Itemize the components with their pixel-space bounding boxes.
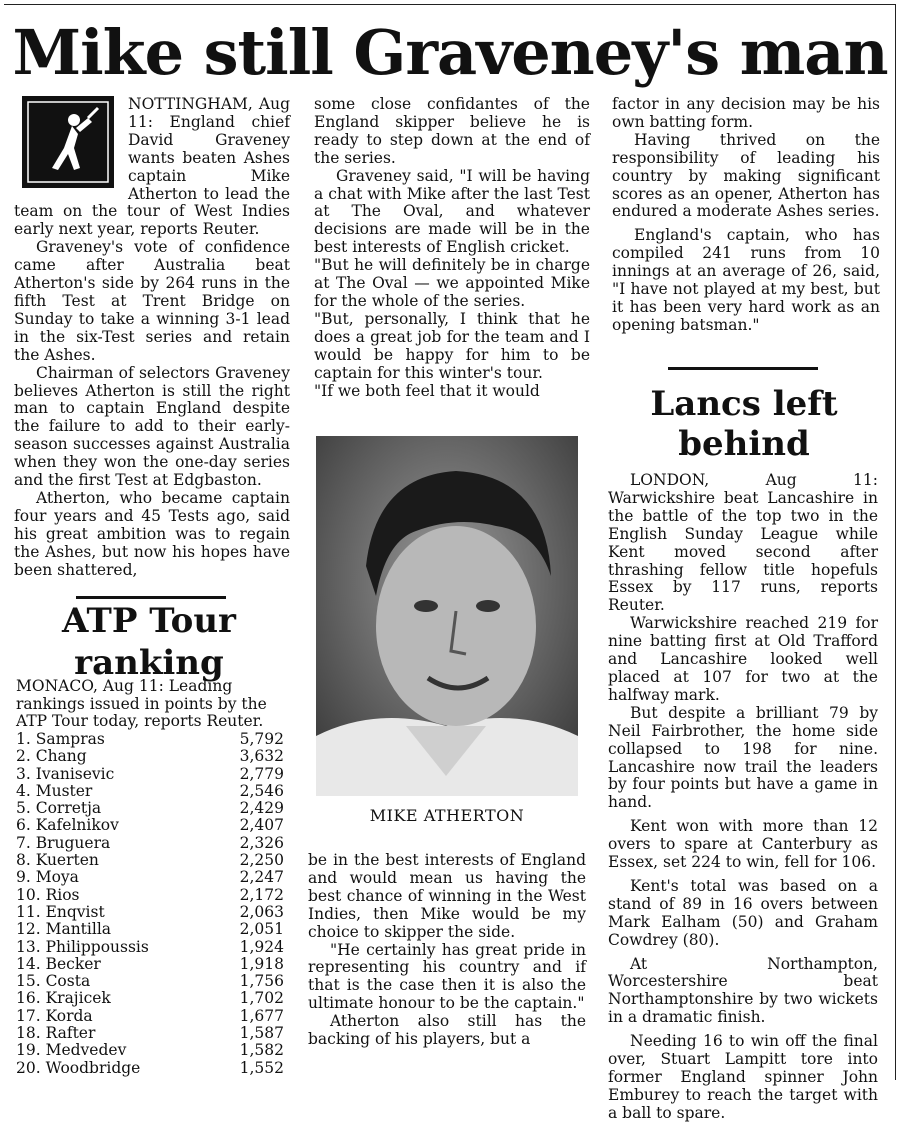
ranking-row [16,921,284,938]
paragraph: At Northampton, Worcestershire beat Northamptonshire by two wickets in a dramatic finish. [608,954,878,1027]
player-name: 6. Kafelnikov [16,816,119,835]
ranking-row [16,973,284,990]
player-photo [316,436,578,796]
player-name: 18. Rafter [16,1024,96,1043]
paragraph: be in the best interests of England and would mean us having the best chance of winning in the West Indies, then Mike would be my choice to skipper the side. [308,851,586,941]
photo-caption: MIKE ATHERTON [369,806,525,825]
ranking-points: 1,587 [239,1024,284,1043]
ranking-points: 1,552 [239,1058,284,1077]
player-name: 17. Korda [16,1006,93,1025]
ranking-row [16,835,284,852]
article-column-2 [314,96,590,400]
lancs-article [608,472,878,1123]
divider [76,596,226,599]
ranking-points: 2,546 [239,781,284,800]
article-column-3 [612,96,880,335]
player-name: 8. Kuerten [16,851,99,870]
paragraph: Graveney's vote of confidence came after Australia beat Atherton's side by 264 runs in the fifth Test at Trent Bridge on Sunday to take a winning 3-1 lead in the six-Test series and retain the Ashes. [14,238,290,364]
ranking-row [16,990,284,1007]
ranking-row [16,887,284,904]
ranking-row [16,817,284,834]
paragraph: Chairman of selectors Graveney believes Atherton is still the right man to captain England despite the failure to add to their early-season successes against Australia when they won the one-day series and the first Test at Edgbaston. [14,363,290,490]
ranking-points: 2,172 [239,885,284,904]
atp-intro: MONACO, Aug 11: Leading rankings issued in points by the ATP Tour today, reports Reuter. [16,677,267,730]
ranking-row [16,869,284,886]
ranking-row [16,904,284,921]
ranking-row [16,731,284,748]
player-name: 16. Krajicek [16,989,111,1008]
paragraph: England's captain, who has compiled 241 runs from 10 innings at an average of 26, said, "I have not played at my best, but it has been very hard work as an opening batsman." [612,226,880,334]
ranking-row [16,1060,284,1077]
player-name: 13. Philippoussis [16,937,149,956]
paragraph: Needing 16 to win off the final over, Stuart Lampitt tore into former England spinner John Emburey to reach the target with a ball to spare. [608,1032,878,1122]
headline: Mike still Graveney's man [12,16,888,89]
paragraph: NOTTINGHAM, Aug 11: England chief David Graveney wants beaten Ashes captain Mike Atherton to lead the team on the tour of West Indies early next year, reports Reuter. [14,95,290,239]
paragraph: "But he will definitely be in charge at The Oval — we appointed Mike for the whole of the series. [314,256,590,310]
ranking-points: 2,250 [239,851,284,870]
ranking-points: 1,918 [239,954,284,973]
player-name: 12. Mantilla [16,920,112,939]
atp-heading: ATP Tour ranking [62,601,236,683]
player-name: 15. Costa [16,972,91,991]
ranking-points: 3,632 [239,747,284,766]
article-column-2-continued [308,852,586,1049]
player-name: 3. Ivanisevic [16,764,115,783]
paragraph: Kent won with more than 12 overs to spare at Canterbury as Essex, set 224 to win, fell for 106. [608,817,878,872]
player-name: 10. Rios [16,885,80,904]
paragraph: Graveney said, "I will be having a chat with Mike after the last Test at The Oval, and whatever decisions are made will be in the best interests of English cricket. [314,166,590,257]
player-name: 9. Moya [16,868,79,887]
ranking-row [16,748,284,765]
paragraph: Atherton, who became captain four years and 45 Tests ago, said his great ambition was to regain the Ashes, but now his hopes have been shattered, [14,488,290,579]
divider [668,367,818,370]
atp-rankings-list [16,731,284,1077]
ranking-points: 1,582 [239,1041,284,1060]
cricketer-silhouette-icon [22,96,114,188]
ranking-points: 2,779 [239,764,284,783]
ranking-row [16,1042,284,1059]
player-name: 11. Enqvist [16,902,105,921]
paragraph: "But, personally, I think that he does a great job for the team and I would be happy for him to be captain for this winter's tour. [314,309,590,382]
ranking-points: 2,247 [239,868,284,887]
ranking-points: 1,756 [239,972,284,991]
player-name: 19. Medvedev [16,1041,127,1060]
player-name: 1. Sampras [16,730,105,748]
player-name: 14. Becker [16,954,101,973]
ranking-row [16,800,284,817]
paragraph: some close confidantes of the England skipper believe he is ready to step down at the end of the series. [314,95,590,167]
ranking-points: 2,063 [239,902,284,921]
player-name: 20. Woodbridge [16,1058,141,1077]
ranking-points: 2,051 [239,920,284,939]
ranking-row [16,956,284,973]
player-name: 7. Bruguera [16,833,111,852]
paragraph: factor in any decision may be his own batting form. [612,95,880,131]
article-column-1 [14,96,290,579]
paragraph: Having thrived on the responsibility of leading his country by making significant scores as an opener, Atherton has endured a moderate Ashes series. [612,130,880,221]
ranking-points: 2,407 [239,816,284,835]
ranking-points: 1,924 [239,937,284,956]
player-name: 5. Corretja [16,799,102,818]
ranking-row [16,1025,284,1042]
ranking-row [16,766,284,783]
player-name: 2. Chang [16,747,87,766]
paragraph: "He certainly has great pride in representing his country and if that is the case then it is also the ultimate honour to be the captain." [308,940,586,1013]
player-name: 4. Muster [16,781,93,800]
ranking-points: 2,326 [239,833,284,852]
paragraph: Atherton also still has the backing of his players, but a [308,1012,586,1049]
lancs-heading: Lancs left behind [650,384,838,464]
paragraph: Warwickshire reached 219 for nine batting first at Old Trafford and Lancashire looked well placed at 107 for two at the halfway mark. [608,614,878,704]
ranking-points: 1,677 [239,1006,284,1025]
ranking-points: 2,429 [239,799,284,818]
ranking-points: 5,792 [239,730,284,748]
paragraph: "If we both feel that it would [314,381,540,400]
paragraph: LONDON, Aug 11: Warwickshire beat Lancashire in the battle of the top two in the English Sunday League while Kent moved second after thrashing fellow title hopefuls Essex by 117 runs, reports Reuter. [608,471,878,615]
ranking-row [16,783,284,800]
ranking-points: 1,702 [239,989,284,1008]
paragraph: Kent's total was based on a stand of 89 in 16 overs between Mark Ealham (50) and Graham Cowdrey (80). [608,876,878,949]
ranking-row [16,1008,284,1025]
ranking-row [16,939,284,956]
ranking-row [16,852,284,869]
paragraph: But despite a brilliant 79 by Neil Fairbrother, the home side collapsed to 198 for nine. Lancashire now trail the leaders by four points but have a game in hand. [608,703,878,812]
